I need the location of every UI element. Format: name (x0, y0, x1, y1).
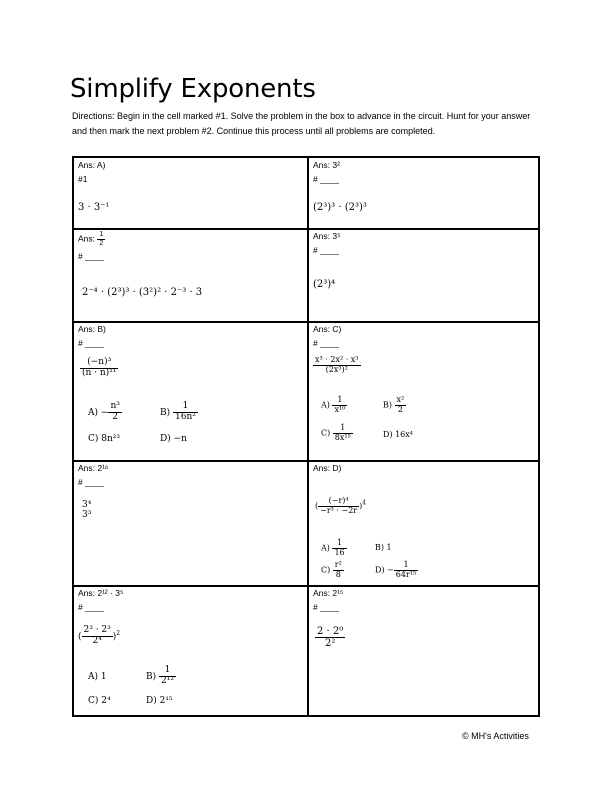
cell-8 (309, 461, 540, 585)
choice-b: B) 1 (375, 543, 392, 552)
cell-problem: 3⁴ 3³ (82, 500, 92, 520)
choice-c: C) 2⁴ (88, 696, 111, 706)
cell-answer: Ans: 3² (313, 160, 340, 170)
cell-number: # ____ (78, 251, 104, 261)
cell-answer: Ans: 2¹⁶ (78, 463, 109, 473)
cell-2 (309, 158, 540, 228)
cell-problem: (2³)⁴ (313, 279, 336, 290)
cell-problem: $\frac{\text{(−n)³}}{\text{(n · n)¹¹}}$ (82, 357, 117, 378)
cell-5 (74, 322, 307, 460)
cell-number: # ____ (313, 245, 339, 255)
choice-a: A) 1 (88, 672, 107, 682)
cell-7 (74, 461, 307, 585)
cell-problem: ( $\frac{\text{2³ · 2³}}{\text{2⁴}}$ )$^2$ (78, 625, 121, 646)
cell-9 (74, 586, 307, 717)
cell-answer: Ans: 2¹⁵ (313, 588, 344, 598)
copyright-footer: © MH's Activities (462, 731, 529, 741)
choice-d: D) − $\frac{1}{\text{64r¹⁵}}$ (375, 560, 417, 579)
cell-problem: $\frac{\text{x³ · 2x² · x³}}{\text{(2x³)²}}$ (315, 355, 359, 374)
cell-3 (74, 229, 307, 321)
cell-number: # ____ (78, 602, 104, 612)
cell-1 (74, 158, 307, 228)
cell-answer: Ans: 2¹² · 3⁵ (78, 588, 124, 598)
cell-number: # ____ (78, 477, 104, 487)
choice-c: C) $\frac{1}{\text{8x¹⁵}}$ (321, 423, 351, 442)
cell-10 (309, 586, 540, 717)
choice-b: B) $\frac{1}{\text{2¹²}}$ (146, 665, 174, 686)
cell-problem: $\frac{\text{2 · 2⁰}}{\text{2²}}$ (317, 626, 344, 649)
choice-d: D) 16x⁴ (383, 430, 413, 439)
cell-answer: Ans: B) (78, 324, 106, 334)
cell-answer: Ans: 3⁵ (313, 231, 341, 241)
choice-c: C) $\frac{\text{r²}}{8}$ (321, 560, 342, 579)
cell-6 (309, 322, 540, 460)
cell-problem: 3 · 3⁻¹ (78, 202, 110, 213)
cell-problem: (2³)³ · (2³)³ (313, 202, 367, 213)
choice-c: C) 8n²³ (88, 434, 120, 444)
cell-answer: Ans: D) (313, 463, 342, 473)
cell-answer: Ans: A) (78, 160, 106, 170)
directions-text: Directions: Begin in the cell marked #1. Solve the problem in the box to advance in the circuit. Hunt for your answer and then mark the next problem #2. Continue this process until all problems are completed. (72, 111, 531, 136)
choice-a: A) $\frac{1}{16}$ (321, 538, 345, 557)
cell-4 (309, 229, 540, 321)
choice-a: A) − $\frac{\text{n³}}{2}$ (88, 401, 120, 422)
cell-problem: ( $\frac{\text{(−r)⁴}}{\text{−r³ · −2r}}$ )$^4$ (315, 496, 367, 515)
cell-answer: Ans: C) (313, 324, 342, 334)
choice-a: A) $\frac{1}{\text{x¹⁰}}$ (321, 395, 346, 414)
cell-number: # ____ (313, 338, 339, 348)
page-title: Simplify Exponents (70, 74, 316, 104)
cell-number: # ____ (78, 338, 104, 348)
cell-number: # ____ (313, 174, 339, 184)
cell-problem: 2⁻⁴ · (2³)³ · (3²)² · 2⁻³ · 3 (82, 287, 203, 298)
cell-number: #1 (78, 174, 88, 184)
choice-d: D) 2¹⁵ (146, 696, 173, 706)
choice-d: D) −n (160, 434, 187, 444)
cell-number: # ____ (313, 602, 339, 612)
choice-b: B) $\frac{1}{\text{16n²}}$ (160, 401, 196, 422)
cell-answer: Ans: $\frac{1}{2}$ (78, 231, 104, 247)
choice-b: B) $\frac{\text{x²}}{2}$ (383, 395, 405, 414)
circuit-grid (72, 156, 540, 717)
